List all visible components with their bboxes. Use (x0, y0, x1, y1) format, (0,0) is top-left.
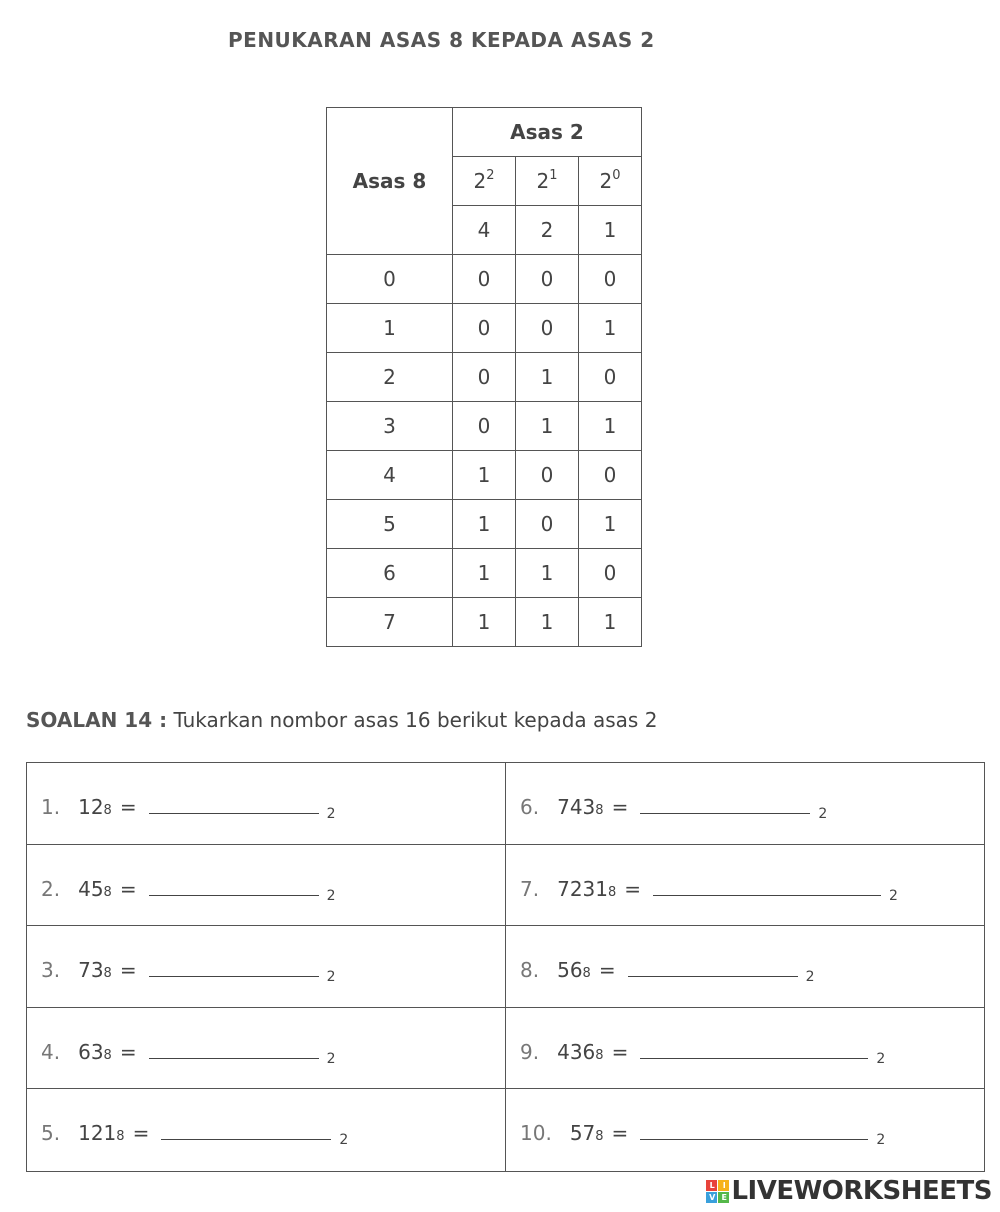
bit-cell: 1 (453, 451, 516, 500)
bit-cell: 0 (579, 353, 642, 402)
problem-value: 121 (78, 1121, 117, 1146)
answer-blank[interactable] (149, 962, 319, 977)
octal-cell: 2 (327, 353, 453, 402)
place-value-cell: 1 (579, 206, 642, 255)
bit-cell: 0 (453, 402, 516, 451)
table-row (327, 402, 642, 451)
problem-cell: 2. 45 8 = 2 (27, 845, 506, 927)
table-row (327, 598, 642, 647)
answer-base: 2 (876, 1050, 886, 1067)
bit-cell: 1 (579, 500, 642, 549)
logo-blocks-icon (706, 1180, 729, 1203)
answer-blank[interactable] (640, 1044, 868, 1059)
problem-value: 73 (78, 958, 104, 983)
problem-number: 8. (520, 958, 540, 983)
power-cell: $2^1$ (516, 157, 579, 206)
equals-sign: = (611, 1121, 629, 1146)
problem-number: 7. (520, 876, 540, 901)
answer-base: 2 (326, 1050, 336, 1067)
problem-value: 743 (557, 795, 596, 819)
problem-cell: 5. 121 8 = 2 (27, 1089, 506, 1171)
octal-cell: 0 (327, 255, 453, 304)
problem-cell: 6. 743 8 = 2 (506, 763, 984, 845)
problem-number: 10. (520, 1121, 552, 1146)
bit-cell: 1 (453, 500, 516, 549)
power-cell: $2^2$ (453, 157, 516, 206)
table-row (327, 549, 642, 598)
equals-sign: = (624, 876, 642, 901)
question-text: Tukarkan nombor asas 16 berikut kepada asas 2 (173, 708, 658, 732)
problem-cell: 1. 12 8 = 2 (27, 763, 506, 845)
problem-value: 7231 (557, 876, 608, 901)
header-base2: Asas 2 (453, 108, 642, 157)
bit-cell: 0 (516, 304, 579, 353)
answer-blank[interactable] (653, 881, 881, 896)
place-value-cell: 4 (453, 206, 516, 255)
answer-base: 2 (889, 887, 898, 904)
octal-cell: 5 (327, 500, 453, 549)
liveworksheets-logo (706, 1176, 992, 1206)
problem-grid (26, 762, 985, 1172)
answer-blank[interactable] (149, 881, 319, 896)
answer-blank[interactable] (640, 799, 810, 814)
equals-sign: = (119, 795, 137, 819)
octal-cell: 3 (327, 402, 453, 451)
answer-base: 2 (326, 806, 336, 822)
problem-cell: 4. 63 8 = 2 (27, 1008, 506, 1090)
octal-cell: 7 (327, 598, 453, 647)
problem-cell: 9. 436 8 = 2 (506, 1008, 984, 1090)
logo-block: L (706, 1180, 717, 1191)
bit-cell: 1 (453, 549, 516, 598)
bit-cell: 1 (579, 402, 642, 451)
table-row (327, 500, 642, 549)
bit-cell: 0 (516, 255, 579, 304)
problem-number: 4. (41, 1039, 61, 1064)
bit-cell: 0 (453, 255, 516, 304)
equals-sign: = (132, 1121, 150, 1146)
bit-cell: 1 (579, 304, 642, 353)
problem-cell: 10. 57 8 = 2 (520, 1121, 886, 1149)
octal-cell: 1 (327, 304, 453, 353)
problem-cell: 8. 56 8 = 2 (506, 926, 984, 1008)
problem-value: 57 (569, 1121, 596, 1146)
answer-blank[interactable] (161, 1125, 331, 1140)
answer-blank[interactable] (149, 1044, 319, 1059)
problem-value: 45 (78, 876, 104, 901)
bit-cell: 0 (516, 451, 579, 500)
place-value-cell: 2 (516, 206, 579, 255)
bit-cell: 1 (453, 598, 516, 647)
table-row (327, 255, 642, 304)
problem-cell: 3. 73 8 = 2 (27, 926, 506, 1008)
problem-number: 9. (520, 1039, 540, 1064)
bit-cell: 0 (453, 353, 516, 402)
answer-base: 2 (339, 1132, 349, 1149)
problem-number: 1. (41, 795, 61, 819)
problem-number: 3. (41, 958, 61, 983)
bit-cell: 1 (579, 598, 642, 647)
equals-sign: = (598, 958, 616, 983)
bit-cell: 1 (516, 353, 579, 402)
answer-base: 2 (805, 969, 815, 986)
octal-cell: 4 (327, 451, 453, 500)
problem-value: 436 (557, 1039, 596, 1064)
bit-cell: 1 (516, 549, 579, 598)
table-row (327, 353, 642, 402)
equals-sign: = (611, 795, 629, 819)
answer-blank[interactable] (149, 799, 319, 814)
table-row (327, 304, 642, 353)
logo-block: V (706, 1192, 717, 1203)
equals-sign: = (611, 1039, 629, 1064)
problem-value: 63 (78, 1039, 104, 1064)
answer-base: 2 (876, 1132, 886, 1149)
answer-blank[interactable] (628, 962, 798, 977)
answer-base: 2 (818, 806, 828, 822)
answer-base: 2 (326, 887, 336, 904)
question-prompt (26, 708, 657, 732)
table-row (327, 451, 642, 500)
bit-cell: 1 (516, 402, 579, 451)
bit-cell: 0 (579, 255, 642, 304)
problem-value: 56 (557, 958, 583, 983)
equals-sign: = (119, 876, 137, 901)
conversion-table (326, 107, 642, 647)
bit-cell: 0 (579, 549, 642, 598)
problem-number: 5. (41, 1121, 61, 1146)
header-base8: Asas 8 (327, 108, 453, 255)
power-cell: $2^0$ (579, 157, 642, 206)
octal-cell: 6 (327, 549, 453, 598)
logo-block: E (718, 1192, 729, 1203)
bit-cell: 0 (579, 451, 642, 500)
worksheet-title: PENUKARAN ASAS 8 KEPADA ASAS 2 (228, 28, 655, 52)
answer-base: 2 (326, 969, 336, 986)
bit-cell: 0 (516, 500, 579, 549)
problem-cell: 7. 7231 8 = 2 (506, 845, 984, 927)
logo-block: I (718, 1180, 729, 1191)
problem-number: 6. (520, 795, 540, 819)
equals-sign: = (119, 958, 137, 983)
bit-cell: 1 (516, 598, 579, 647)
answer-blank[interactable] (640, 1125, 868, 1140)
bit-cell: 0 (453, 304, 516, 353)
logo-text: LIVEWORKSHEETS (731, 1176, 992, 1206)
equals-sign: = (119, 1039, 137, 1064)
problem-number: 2. (41, 876, 61, 901)
question-label: SOALAN 14 : (26, 708, 168, 732)
problem-value: 12 (78, 795, 104, 819)
